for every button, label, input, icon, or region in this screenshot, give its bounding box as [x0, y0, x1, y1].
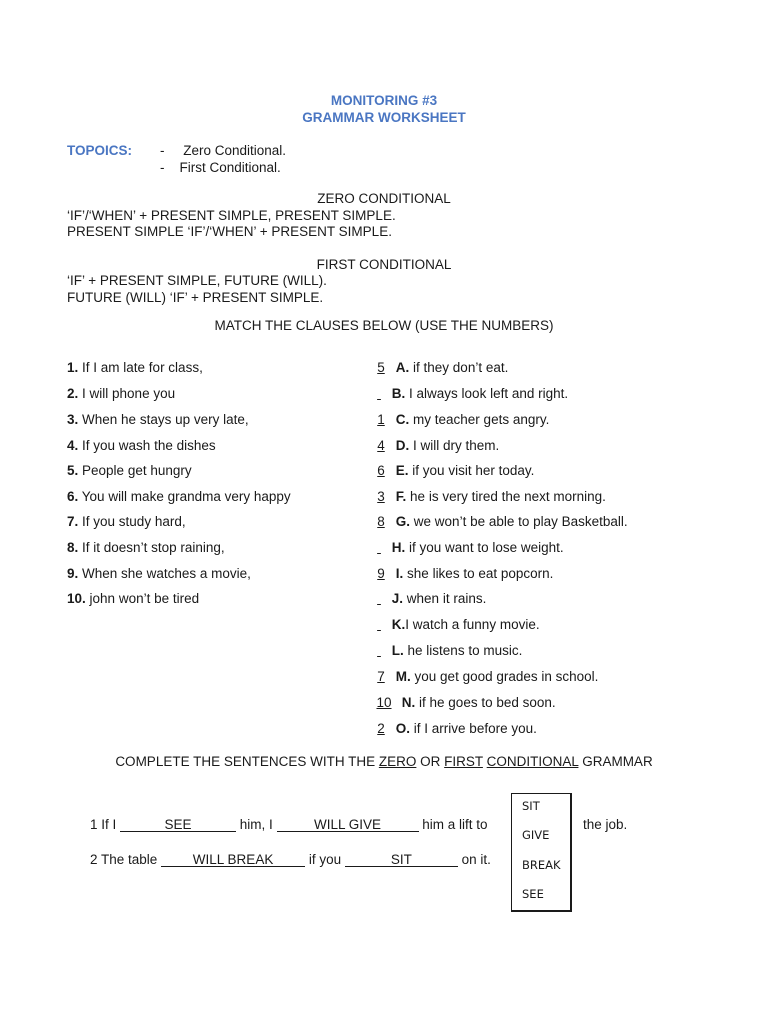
clause-right: 5 A. if they don’t eat.: [370, 360, 508, 375]
clause-right: 4 D. I will dry them.: [370, 438, 499, 453]
clause-left: 4. If you wash the dishes: [67, 438, 216, 453]
clause-right: B. I always look left and right.: [370, 386, 568, 401]
sentence-1: 1 If I SEE him, I WILL GIVE him a lift to: [90, 817, 488, 832]
clause-left: 3. When he stays up very late,: [67, 412, 249, 427]
answer-blank[interactable]: 5: [377, 360, 385, 375]
topic-item: - Zero Conditional.: [160, 143, 287, 158]
clause-left: 6. You will make grandma very happy: [67, 489, 291, 504]
clause-right: K.I watch a funny movie.: [370, 617, 540, 632]
fill-blank[interactable]: WILL BREAK: [161, 853, 305, 867]
clause-right: 1 C. my teacher gets angry.: [370, 412, 549, 427]
first-conditional-heading: FIRST CONDITIONAL: [316, 257, 452, 272]
clause-right: 6 E. if you visit her today.: [370, 463, 534, 478]
topics-label: TOPOICS:: [67, 143, 133, 158]
first-rule-2: FUTURE (WILL) ‘IF’ + PRESENT SIMPLE.: [67, 290, 324, 305]
sentence-1-tail: the job.: [583, 817, 628, 832]
clause-left: 10. john won’t be tired: [67, 591, 200, 606]
clause-right: L. he listens to music.: [370, 643, 522, 658]
answer-blank[interactable]: 4: [377, 438, 385, 453]
clause-left: 2. I will phone you: [67, 386, 176, 401]
worksheet-subtitle: GRAMMAR WORKSHEET: [302, 110, 466, 125]
answer-blank[interactable]: 9: [377, 566, 385, 581]
fill-blank[interactable]: SEE: [120, 818, 236, 832]
clause-right: J. when it rains.: [370, 591, 486, 606]
answer-blank[interactable]: 6: [377, 463, 385, 478]
zero-conditional-heading: ZERO CONDITIONAL: [317, 191, 451, 206]
word-bank-box: [511, 793, 572, 912]
clause-left: 7. If you study hard,: [67, 514, 186, 529]
word-bank-item: SIT: [522, 799, 540, 813]
clause-right: 2 O. if I arrive before you.: [370, 721, 537, 736]
sentence-2: 2 The table WILL BREAK if you SIT on it.: [90, 852, 491, 867]
answer-blank[interactable]: [370, 617, 388, 632]
clause-right: 9 I. she likes to eat popcorn.: [370, 566, 553, 581]
fill-blank[interactable]: SIT: [345, 853, 458, 867]
clause-right: 3 F. he is very tired the next morning.: [370, 489, 606, 504]
clause-left: 8. If it doesn’t stop raining,: [67, 540, 225, 555]
first-rule-1: ‘IF’ + PRESENT SIMPLE, FUTURE (WILL).: [67, 273, 327, 288]
answer-blank[interactable]: [370, 540, 388, 555]
answer-blank[interactable]: 2: [377, 721, 385, 736]
word-bank-item: BREAK: [522, 858, 561, 872]
match-instruction: MATCH THE CLAUSES BELOW (USE THE NUMBERS): [214, 318, 554, 333]
complete-instruction: COMPLETE THE SENTENCES WITH THE ZERO OR FIRST CONDITIONAL GRAMMAR: [115, 754, 653, 769]
answer-blank[interactable]: [370, 591, 388, 606]
clause-right: 7 M. you get good grades in school.: [370, 669, 598, 684]
answer-blank[interactable]: [370, 643, 388, 658]
answer-blank[interactable]: 10: [376, 695, 392, 710]
worksheet-title: MONITORING #3: [330, 93, 438, 108]
clause-left: 1. If I am late for class,: [67, 360, 203, 375]
zero-rule-2: PRESENT SIMPLE ‘IF’/‘WHEN’ + PRESENT SIMPLE.: [67, 224, 392, 239]
fill-blank[interactable]: WILL GIVE: [277, 818, 419, 832]
word-bank-item: GIVE: [522, 828, 550, 842]
word-bank-item: SEE: [522, 887, 544, 901]
answer-blank[interactable]: 3: [377, 489, 385, 504]
clause-left: 5. People get hungry: [67, 463, 192, 478]
clause-left: 9. When she watches a movie,: [67, 566, 251, 581]
clause-right: H. if you want to lose weight.: [370, 540, 564, 555]
zero-rule-1: ‘IF’/‘WHEN’ + PRESENT SIMPLE, PRESENT SIMPLE.: [67, 208, 396, 223]
clause-right: 8 G. we won’t be able to play Basketball.: [370, 514, 628, 529]
answer-blank[interactable]: 8: [377, 514, 385, 529]
topic-item: - First Conditional.: [160, 160, 281, 175]
answer-blank[interactable]: [370, 386, 388, 401]
clause-right: 10 N. if he goes to bed soon.: [370, 695, 556, 710]
answer-blank[interactable]: 1: [377, 412, 385, 427]
answer-blank[interactable]: 7: [377, 669, 385, 684]
